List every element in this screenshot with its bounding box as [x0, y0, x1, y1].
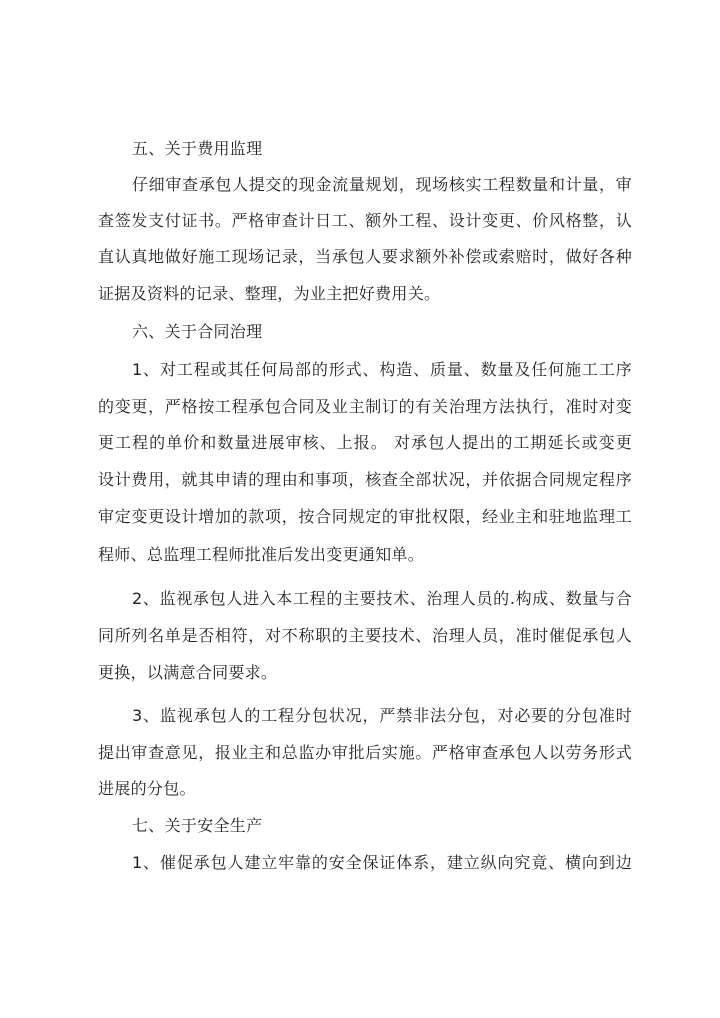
paragraph-line: 程师、总监理工程师批准后发出变更通知单。 — [98, 545, 425, 564]
heading-section-6: 六、关于合同治理 — [132, 322, 263, 341]
heading-section-7: 七、关于安全生产 — [132, 816, 263, 835]
paragraph-line: 审定变更设计增加的款项，按合同规定的审批权限，经业主和驻地监理工 — [98, 507, 632, 526]
paragraph-line: 设计费用，就其申请的理由和事项，核查全部状况，并依据合同规定程序 — [98, 470, 632, 489]
paragraph-line: 直认真地做好施工现场记录，当承包人要求额外补偿或索赔时，做好各种 — [98, 247, 632, 266]
paragraph-line: 同所列名单是否相符，对不称职的主要技术、治理人员，准时催促承包人 — [98, 626, 632, 645]
paragraph-line: 进展的分包。 — [98, 779, 196, 798]
paragraph-line: 2、监视承包人进入本工程的主要技术、治理人员的.构成、数量与合 — [132, 589, 632, 608]
paragraph-line: 的变更，严格按工程承包合同及业主制订的有关治理方法执行，准时对变 — [98, 397, 632, 416]
paragraph-line: 仔细审查承包人提交的现金流量规划，现场核实工程数量和计量，审 — [132, 175, 632, 194]
paragraph-line: 提出审查意见，报业主和总监办审批后实施。严格审查承包人以劳务形式 — [98, 743, 632, 762]
paragraph-line: 1、对工程或其任何局部的形式、构造、质量、数量及任何施工工序 — [132, 360, 632, 379]
heading-section-5: 五、关于费用监理 — [132, 139, 263, 158]
paragraph-line: 证据及资料的记录、整理，为业主把好费用关。 — [98, 284, 441, 303]
paragraph-line: 1、催促承包人建立牢靠的安全保证体系，建立纵向究竟、横向到边 — [132, 853, 632, 872]
paragraph-line: 更工程的单价和数量进展审核、上报。 对承包人提出的工期延长或变更 — [98, 433, 632, 452]
paragraph-line: 更换，以满意合同要求。 — [98, 663, 278, 682]
paragraph-line: 3、监视承包人的工程分包状况，严禁非法分包，对必要的分包准时 — [132, 706, 632, 725]
paragraph-line: 查签发支付证书。严格审查计日工、额外工程、设计变更、价风格整，认 — [98, 211, 632, 230]
